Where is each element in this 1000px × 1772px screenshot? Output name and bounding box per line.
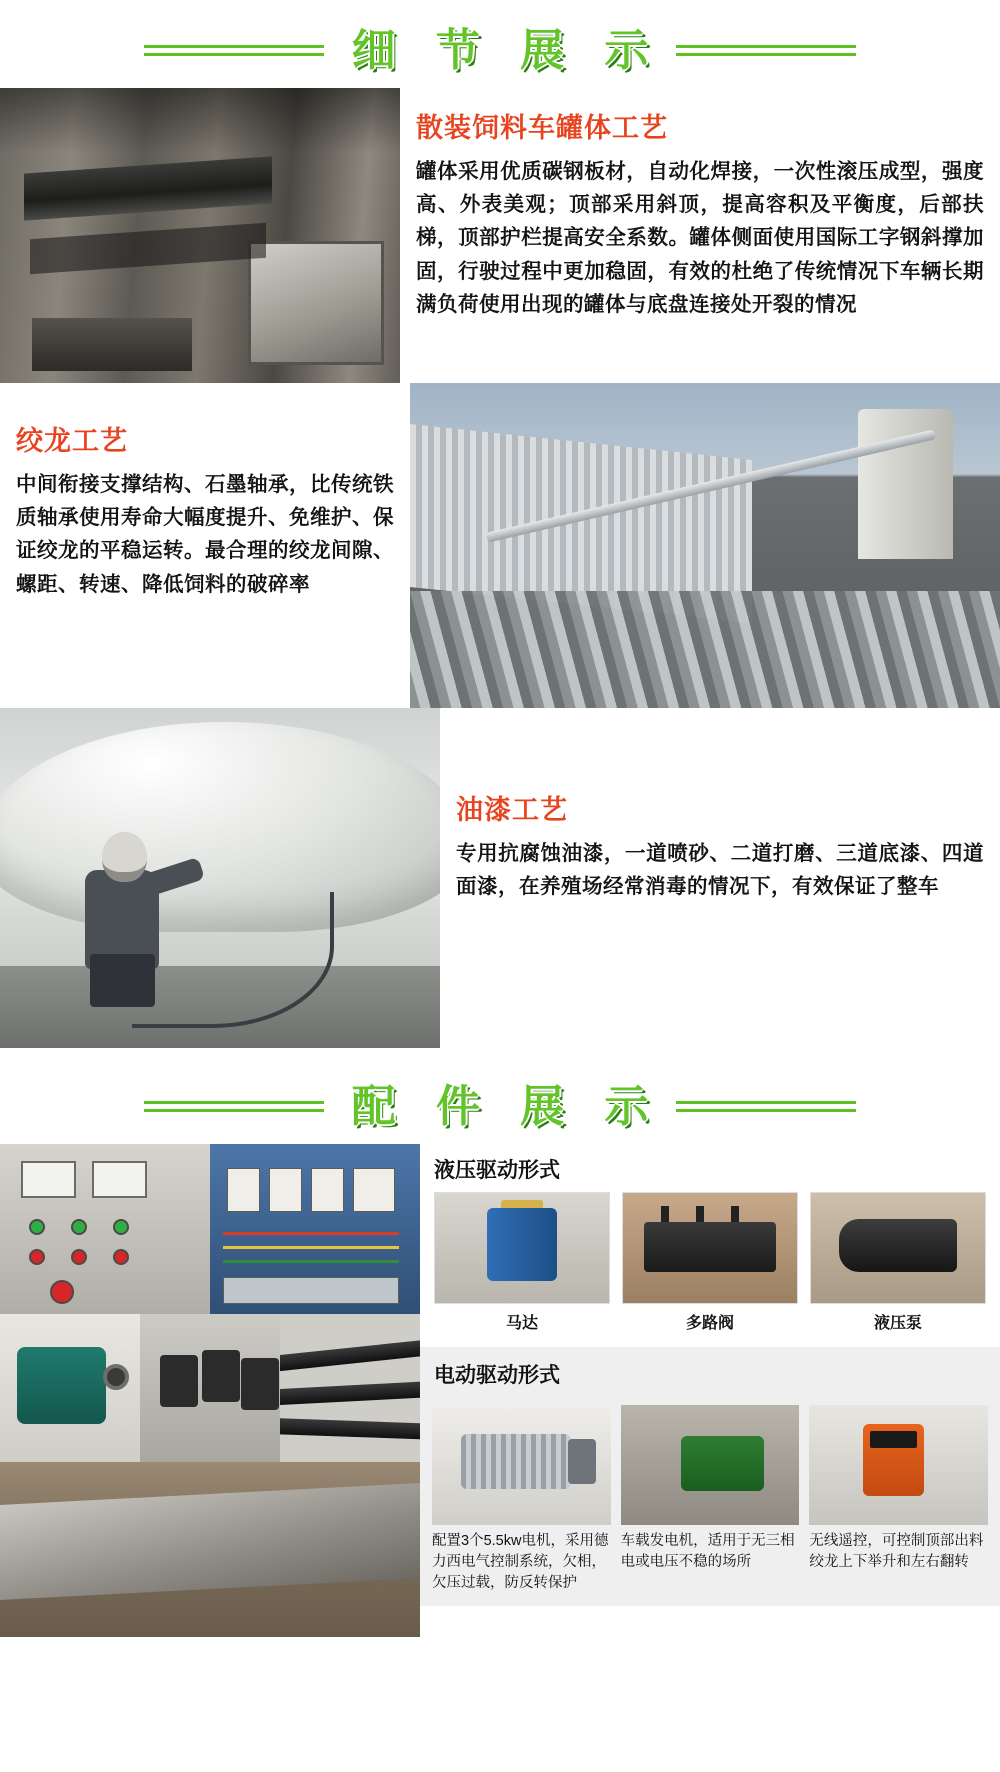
breaker-1 [227, 1168, 261, 1212]
emergency-stop-button [50, 1280, 74, 1304]
section-title-detail: 细 节 展 示 [351, 26, 663, 75]
detail-title-tank: 散装饲料车罐体工艺 [416, 113, 668, 143]
section-title-parts: 配 件 展 示 [351, 1082, 663, 1131]
hose-2 [280, 1380, 420, 1406]
auger-photo-screws [410, 591, 1000, 708]
header-rule-left [144, 45, 324, 48]
detail-title-auger: 绞龙工艺 [16, 426, 128, 456]
parts-left-row-1 [0, 1144, 420, 1314]
onboard-generator-photo [621, 1405, 800, 1525]
header-rule-right [676, 45, 856, 48]
generator-green-body [681, 1436, 763, 1491]
hydraulic-pump-caption: 液压泵 [873, 1315, 922, 1332]
breaker-4 [353, 1168, 395, 1212]
indicator-red-3 [113, 1249, 129, 1265]
indicator-green-1 [29, 1219, 45, 1235]
pump-unit-2 [202, 1350, 240, 1402]
wireless-remote-photo [809, 1405, 988, 1525]
indicator-red-2 [71, 1249, 87, 1265]
parts-left-row-2 [0, 1314, 420, 1462]
electric-items [420, 1397, 1000, 1606]
gauge-1 [21, 1161, 76, 1198]
hydraulic-pump-photo [810, 1192, 986, 1304]
indicator-green-3 [113, 1219, 129, 1235]
gauge-2 [92, 1161, 147, 1198]
hydraulic-heading: 液压驱动形式 [434, 1159, 560, 1182]
header-rule-right-2 [676, 1101, 856, 1104]
pump-unit-1 [160, 1355, 198, 1407]
indicator-red-1 [29, 1249, 45, 1265]
detail-text-tank [400, 88, 1000, 383]
motor-body [487, 1208, 557, 1281]
spacer [0, 1048, 1000, 1056]
valve-body [644, 1222, 776, 1273]
pump-unit-3 [241, 1358, 279, 1410]
emotor-body [461, 1434, 572, 1489]
detail-text-auger [0, 383, 410, 708]
electric-item-remote [809, 1405, 988, 1594]
detail-title-paint: 油漆工艺 [456, 795, 568, 825]
generator-photo [0, 1314, 140, 1462]
breaker-3 [311, 1168, 345, 1212]
electric-item-motor [432, 1405, 611, 1594]
wire-red [223, 1232, 399, 1235]
parts-gallery [0, 1144, 1000, 1637]
indicator-green-2 [71, 1219, 87, 1235]
hydraulic-items [420, 1192, 1000, 1337]
detail-block-tank [0, 88, 1000, 383]
hydraulic-item-motor [434, 1192, 610, 1337]
hose-1 [280, 1337, 420, 1372]
wire-yellow [223, 1246, 399, 1249]
terminal-block [223, 1277, 399, 1304]
painting-photo [0, 708, 440, 1048]
hydraulic-motor-caption: 马达 [505, 1315, 538, 1332]
electric-motor-caption: 配置3个5.5kw电机，采用德力西电气控制系统，欠相，欠压过载，防反转保护 [432, 1533, 609, 1592]
pump-body [839, 1219, 957, 1272]
generator-body [17, 1347, 107, 1424]
detail-body-auger: 中间衔接支撑结构、石墨轴承，比传统铁质轴承使用寿命大幅度提升、免维护、保证绞龙的平稳运转。最合理的绞龙间隙、螺距、转速、降低饲料的破碎率 [16, 473, 394, 596]
hydraulic-hoses-photo [280, 1314, 420, 1462]
hydraulic-item-pump [810, 1192, 986, 1337]
electrical-panel-photo [210, 1144, 420, 1314]
auger-photo [410, 383, 1000, 708]
hydraulic-motor-photo [434, 1192, 610, 1304]
generator-pulley [103, 1364, 129, 1390]
electric-item-generator [621, 1405, 800, 1594]
control-cabinet-photo [0, 1144, 210, 1314]
parts-left-collage [0, 1144, 420, 1637]
hydraulic-pumps-photo [140, 1314, 280, 1462]
tank-photo-panel [248, 241, 384, 365]
steel-plate-sheet [0, 1482, 420, 1599]
detail-body-tank: 罐体采用优质碳钢板材，自动化焊接，一次性滚压成型，强度高、外表美观；顶部采用斜顶，提高容积及平衡度，后部扶梯，顶部护栏提高安全系数。罐体侧面使用国际工字钢斜撑加固，行驶过程中更加稳固，有效的杜绝了传统情况下车辆长期满负荷使用出现的罐体与底盘连接处开裂的情况 [416, 160, 984, 316]
electric-motor-photo [432, 1405, 611, 1525]
electric-heading: 电动驱动形式 [420, 1347, 1000, 1397]
tank-welding-photo [0, 88, 400, 383]
hose-3 [280, 1417, 420, 1439]
detail-text-paint [440, 708, 1000, 1048]
auger-photo-silo [858, 409, 952, 559]
emotor-fan [568, 1439, 597, 1485]
multi-way-valve-photo [622, 1192, 798, 1304]
wireless-remote-caption: 无线遥控，可控制顶部出料绞龙上下举升和左右翻转 [809, 1533, 984, 1571]
breaker-2 [269, 1168, 303, 1212]
section-header-parts [0, 1056, 1000, 1144]
worker-legs [90, 954, 155, 1007]
wire-green [223, 1260, 399, 1263]
multi-way-valve-caption: 多路阀 [685, 1315, 734, 1332]
detail-body-paint: 专用抗腐蚀油漆，一道喷砂、二道打磨、三道底漆、四道面漆，在养殖场经常消毒的情况下，有效保证了整车 [456, 842, 984, 899]
worker-head [102, 832, 146, 882]
header-rule-left-2 [144, 1101, 324, 1104]
onboard-generator-caption: 车载发电机，适用于无三相电或电压不稳的场所 [620, 1533, 795, 1571]
paint-photo-worker [75, 817, 181, 1007]
detail-block-paint [0, 708, 1000, 1048]
parts-right-column [420, 1144, 1000, 1637]
hydraulic-item-valve [622, 1192, 798, 1337]
steel-plate-photo [0, 1462, 420, 1637]
remote-screen [870, 1431, 916, 1448]
tank-photo-beam [32, 318, 192, 371]
detail-block-auger [0, 383, 1000, 708]
section-header-detail [0, 0, 1000, 88]
